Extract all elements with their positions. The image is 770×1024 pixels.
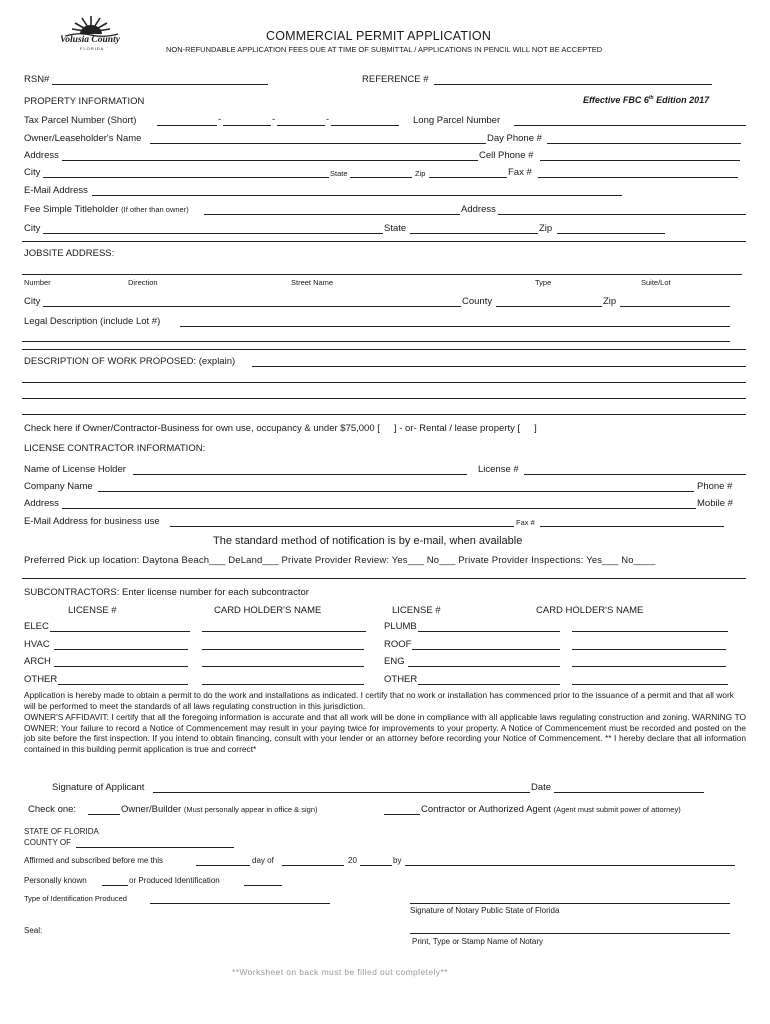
owner-label: Owner/Leaseholder's Name (24, 133, 142, 144)
city-field[interactable] (43, 177, 329, 178)
fee-zip-field[interactable] (557, 233, 665, 234)
sub-col-holder: CARD HOLDER'S NAME (214, 605, 322, 616)
divider (22, 578, 746, 579)
jobsite-type: Type (535, 278, 552, 287)
application-statement: Application is hereby made to obtain a permit to do the work and installations as indicated. I certify that no work or installation has commenced prior to the issuance of a permit and that all work will be performed to meet the standards of all laws regulating construction in this jurisdiction. (24, 690, 734, 711)
fax-field[interactable] (538, 177, 738, 178)
fee-city-field[interactable] (43, 233, 383, 234)
state-field[interactable] (350, 177, 412, 178)
tax-parcel-seg2[interactable] (223, 125, 271, 126)
sub-holder-field[interactable] (202, 684, 364, 685)
sub-license-field[interactable] (54, 649, 188, 650)
contractor-address-label: Address (24, 498, 59, 509)
logo-state: FLORIDA (80, 46, 105, 51)
jobsite-street: Street Name (291, 278, 334, 287)
sub-holder-field[interactable] (202, 649, 364, 650)
jobsite-city-label: City (24, 296, 41, 307)
jobsite-zip-field[interactable] (620, 306, 730, 307)
sub-holder-field[interactable] (202, 666, 364, 667)
jobsite-number: Number (24, 278, 51, 287)
sub-holder-field[interactable] (572, 684, 728, 685)
divider (22, 349, 746, 350)
sub-trade: HVAC (24, 639, 50, 650)
sub-holder-field[interactable] (572, 666, 726, 667)
sub-trade: OTHER (384, 674, 418, 685)
fee-address-field[interactable] (498, 214, 746, 215)
tax-parcel-seg1[interactable] (157, 125, 217, 126)
date-field[interactable] (554, 792, 704, 793)
legal-label: Legal Description (include Lot #) (24, 316, 161, 327)
month-field[interactable] (282, 865, 344, 866)
owner-use-check: Check here if Owner/Contractor-Business for own use, occupancy & under $75,000 [ ] - or- Rental / lease property [ ] (24, 423, 537, 434)
address-field[interactable] (62, 160, 478, 161)
state-label: State (330, 169, 348, 178)
jobsite-county-field[interactable] (496, 306, 602, 307)
license-label: License # (478, 464, 519, 475)
fee-state-field[interactable] (410, 233, 538, 234)
page-title: COMMERCIAL PERMIT APPLICATION (266, 29, 492, 43)
produced-id-field[interactable] (244, 885, 282, 886)
type-id-field[interactable] (150, 903, 330, 904)
notary-name-label: Print, Type or Stamp Name of Notary (412, 937, 544, 946)
day-of-label: day of (252, 856, 274, 865)
owner-field[interactable] (150, 143, 486, 144)
sub-holder-field[interactable] (572, 649, 726, 650)
seal-label: Seal: (24, 926, 43, 935)
by-field[interactable] (405, 865, 735, 866)
signature-label: Signature of Applicant (52, 782, 145, 793)
holder-field[interactable] (133, 474, 467, 475)
produced-id-label: or Produced Identification (129, 876, 220, 885)
sub-trade: OTHER (24, 674, 58, 685)
rsn-field[interactable] (52, 84, 268, 85)
pickup-location: Preferred Pick up location: Daytona Beach___ DeLand___ Private Provider Review: Yes___ No___ Private Provider Inspections: Yes___ No____ (24, 555, 656, 566)
logo-name: Volusia County (60, 35, 120, 45)
sub-holder-field[interactable] (572, 631, 728, 632)
by-label: by (393, 856, 402, 865)
fee-simple-field[interactable] (204, 214, 460, 215)
jobsite-direction: Direction (128, 278, 158, 287)
sub-trade: ROOF (384, 639, 412, 650)
sub-trade: ENG (384, 656, 405, 667)
mobile-label: Mobile # (697, 498, 733, 509)
sub-col-holder: CARD HOLDER'S NAME (536, 605, 644, 616)
jobsite-county-label: County (462, 296, 493, 307)
sub-license-field[interactable] (54, 666, 188, 667)
dash: - (326, 114, 330, 125)
affirmed-label: Affirmed and subscribed before me this (24, 856, 164, 865)
sub-license-field[interactable] (418, 684, 560, 685)
notification-note: The standard method of notification is by e-mail, when available (213, 533, 523, 547)
contractor-fax-label: Fax # (516, 518, 535, 527)
tax-parcel-seg3[interactable] (277, 125, 325, 126)
sub-trade: ELEC (24, 621, 49, 632)
company-label: Company Name (24, 481, 93, 492)
long-parcel-label: Long Parcel Number (413, 115, 501, 126)
legal-field-2[interactable] (22, 341, 730, 342)
sub-license-field[interactable] (418, 631, 560, 632)
section-property: PROPERTY INFORMATION (24, 96, 145, 107)
year-label: 20 (348, 856, 357, 865)
subcontractors-heading: SUBCONTRACTORS: Enter license number for each subcontractor (24, 587, 309, 598)
reference-label: REFERENCE # (362, 74, 429, 85)
work-field-2[interactable] (22, 382, 746, 383)
fee-simple-label: Fee Simple Titleholder (If other than owner) (24, 204, 189, 215)
jobsite-city-field[interactable] (43, 306, 461, 307)
email-label: E-Mail Address (24, 185, 88, 196)
rsn-label: RSN# (24, 74, 50, 85)
company-field[interactable] (98, 491, 694, 492)
affirmed-day-field[interactable] (196, 865, 250, 866)
sub-col-license: LICENSE # (392, 605, 441, 616)
owner-builder-option: Owner/Builder (Must personally appear in office & sign) (121, 804, 318, 815)
fee-zip-label: Zip (539, 223, 553, 234)
holder-label: Name of License Holder (24, 464, 126, 475)
reference-field[interactable] (434, 84, 712, 85)
contractor-check[interactable] (384, 814, 420, 815)
notary-state: STATE OF FLORIDA (24, 827, 99, 836)
cell-phone-field[interactable] (540, 160, 740, 161)
owner-affidavit: OWNER'S AFFIDAVIT: I certify that all the foregoing information is accurate and that all work will be done in compliance with all applicable laws regulating construction and zoning. WARNING TO OWNER: Your failure to record a Notice of Commencement may result in your paying twice for improvements to your property. A Notice of Commencement must be recorded and posted on the job site before the first inspection. If you intend to obtain financing, consult with your lender or an attorney before recording your Notice of Commencement. ** I hereby declare that all information contained in this building permit application is true and correct* (24, 712, 746, 754)
notary-county: COUNTY OF (24, 838, 71, 847)
fax-label: Fax # (508, 167, 532, 178)
fee-address-label: Address (461, 204, 496, 215)
phone-label: Phone # (697, 481, 733, 492)
address-label: Address (24, 150, 59, 161)
email-field[interactable] (92, 195, 622, 196)
divider (22, 241, 746, 242)
work-description-label: DESCRIPTION OF WORK PROPOSED: (explain) (24, 356, 236, 367)
dash: - (272, 114, 276, 125)
cell-phone-label: Cell Phone # (479, 150, 534, 161)
license-field[interactable] (524, 474, 746, 475)
notary-signature-field[interactable] (410, 903, 730, 904)
zip-label: Zip (415, 169, 426, 178)
contractor-address-field[interactable] (62, 508, 696, 509)
legal-field[interactable] (180, 326, 730, 327)
footer-note: **Worksheet on back must be filled out completely** (232, 967, 448, 977)
sub-license-field[interactable] (412, 649, 560, 650)
divider (22, 414, 746, 415)
fee-state-label: State (384, 223, 407, 234)
day-phone-label: Day Phone # (487, 133, 542, 144)
contractor-fax-field[interactable] (540, 526, 724, 527)
business-email-label: E-Mail Address for business use (24, 516, 160, 527)
date-label: Date (531, 782, 552, 793)
notary-name-field[interactable] (410, 933, 730, 934)
work-field-1[interactable] (252, 366, 746, 367)
dash: - (218, 114, 222, 125)
city-label: City (24, 167, 41, 178)
jobsite-suite: Suite/Lot (641, 278, 671, 287)
year-field[interactable] (360, 865, 392, 866)
sub-license-field[interactable] (58, 684, 188, 685)
jobsite-zip-label: Zip (603, 296, 617, 307)
fee-city-label: City (24, 223, 41, 234)
type-id-label: Type of Identification Produced (24, 894, 127, 903)
personally-known-field[interactable] (102, 885, 128, 886)
contractor-option: Contractor or Authorized Agent (Agent must submit power of attorney) (421, 804, 681, 815)
signature-field[interactable] (153, 792, 530, 793)
zip-field[interactable] (429, 177, 507, 178)
county-logo (58, 12, 128, 50)
jobsite-heading: JOBSITE ADDRESS: (24, 248, 115, 259)
business-email-field[interactable] (170, 526, 514, 527)
sub-holder-field[interactable] (202, 631, 366, 632)
work-field-3[interactable] (22, 398, 746, 399)
tax-parcel-seg4[interactable] (331, 125, 399, 126)
personally-known-label: Personally known (24, 876, 87, 885)
sub-trade: PLUMB (384, 621, 417, 632)
county-field[interactable] (76, 847, 234, 848)
check-one: Check one: (28, 804, 77, 815)
sub-license-field[interactable] (50, 631, 190, 632)
long-parcel-field[interactable] (514, 125, 746, 126)
sub-trade: ARCH (24, 656, 51, 667)
day-phone-field[interactable] (547, 143, 741, 144)
tax-parcel-label: Tax Parcel Number (Short) (24, 115, 137, 126)
contractor-heading: LICENSE CONTRACTOR INFORMATION: (24, 443, 206, 454)
jobsite-street-field[interactable] (22, 274, 742, 275)
owner-builder-check[interactable] (88, 814, 120, 815)
effective-edition: Effective FBC 6th Edition 2017 (583, 95, 710, 105)
sub-license-field[interactable] (408, 666, 560, 667)
sub-col-license: LICENSE # (68, 605, 117, 616)
notary-signature-label: Signature of Notary Public State of Florida (410, 906, 560, 915)
page-subtitle: NON-REFUNDABLE APPLICATION FEES DUE AT TIME OF SUBMITTAL / APPLICATIONS IN PENCIL WILL NOT BE ACCEPTED (166, 45, 603, 54)
